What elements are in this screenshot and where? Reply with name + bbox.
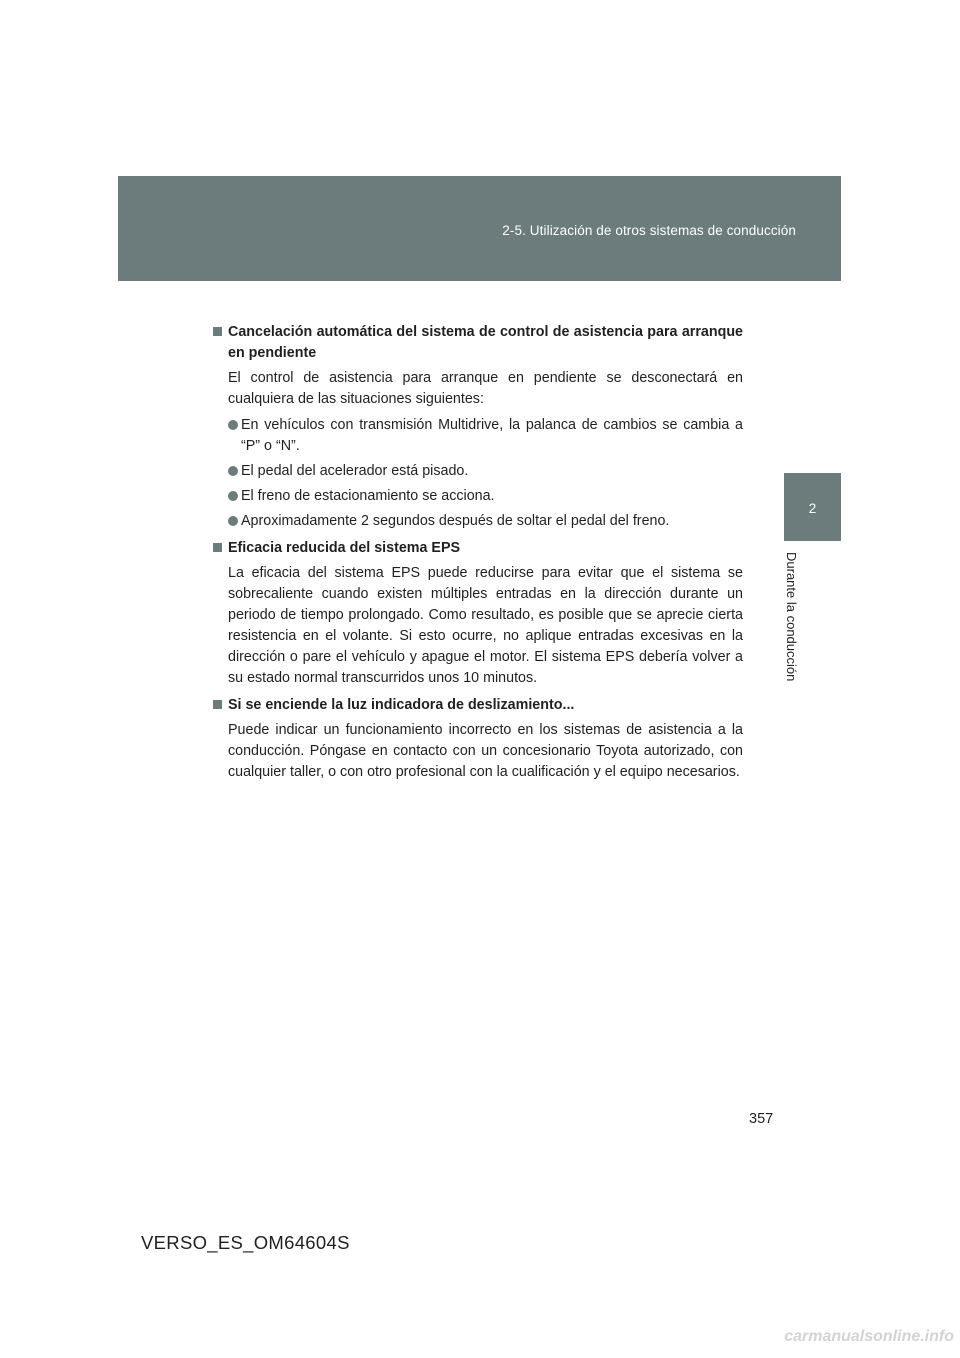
list-item [212, 461, 743, 482]
list-item-text: En vehículos con transmisión Multidrive, la palanca de cambios se cambia a “P” o “N”. [241, 417, 743, 454]
section-paragraph: El control de asistencia para arranque en pendiente se desconectará en cualquiera de las situaciones siguientes: [228, 370, 743, 407]
list-item-text: El pedal del acelerador está pisado. [241, 463, 469, 479]
page-number: 357 [749, 1111, 774, 1127]
round-bullet-icon [228, 420, 238, 430]
square-bullet-icon [213, 327, 222, 336]
chapter-label: Durante la conducción [784, 552, 799, 682]
section-heading-text: Si se enciende la luz indicadora de deslizamiento... [228, 697, 575, 713]
section-paragraph: Puede indicar un funcionamiento incorrecto en los sistemas de asistencia a la conducción. Póngase en contacto con un concesionario Toyota autorizado, con cualquier taller, o con otro profesional con la cualificación y el equipo necesarios. [228, 722, 743, 780]
page-content [212, 322, 743, 789]
square-bullet-icon [213, 543, 222, 552]
section-heading [212, 322, 743, 364]
chapter-number: 2 [808, 501, 817, 516]
header-band [118, 176, 841, 281]
round-bullet-icon [228, 466, 238, 476]
section-slip-indicator [212, 695, 743, 783]
section-heading-text: Cancelación automática del sistema de control de asistencia para arranque en pendiente [228, 324, 743, 361]
section-heading [212, 538, 743, 559]
section-heading-text: Eficacia reducida del sistema EPS [228, 540, 461, 556]
round-bullet-icon [228, 491, 238, 501]
document-code: VERSO_ES_OM64604S [141, 1232, 350, 1253]
section-heading [212, 695, 743, 716]
chapter-tab [784, 473, 841, 541]
round-bullet-icon [228, 516, 238, 526]
square-bullet-icon [213, 700, 222, 709]
section-title: 2-5. Utilización de otros sistemas de conducción [502, 223, 796, 238]
watermark: carmanualsonline.info [784, 1328, 954, 1345]
list-item [212, 415, 743, 457]
section-hill-start-cancel [212, 322, 743, 532]
list-item [212, 486, 743, 507]
list-item-text: Aproximadamente 2 segundos después de soltar el pedal del freno. [241, 513, 670, 529]
section-eps [212, 538, 743, 689]
list-item [212, 511, 743, 532]
section-paragraph: La eficacia del sistema EPS puede reducirse para evitar que el sistema se sobrecaliente cuando existen múltiples entradas en la dirección durante un periodo de tiempo prolongado. Como resultado, es posible que se aprecie cierta resistencia en el volante. Si esto ocurre, no aplique entradas excesivas en la dirección o pare el vehículo y apague el motor. El sistema EPS debería volver a su estado normal transcurridos unos 10 minutos. [228, 565, 743, 686]
list-item-text: El freno de estacionamiento se acciona. [241, 488, 495, 504]
